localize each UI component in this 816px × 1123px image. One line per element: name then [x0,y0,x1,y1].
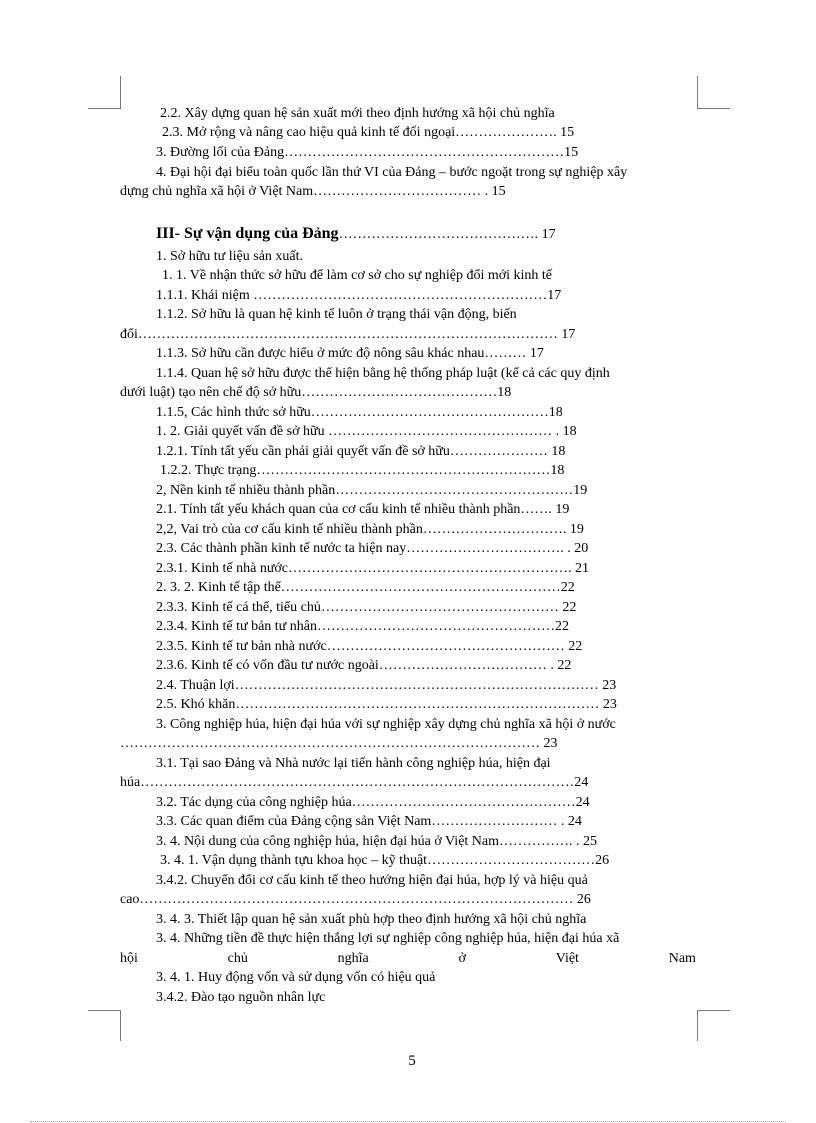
toc-line: 2.3.5. Kinh tế tư bản nhà nước…………………………………………… 22 [156,639,583,654]
toc-line: 1.2.2. Thực trạng………………………………………………………18 [160,463,565,478]
toc-line-justified [120,949,696,968]
toc-line: 2.3. Các thành phần kinh tế nước ta hiện nay……………………………. . 20 [156,541,589,556]
page-bottom-divider [30,1121,786,1122]
toc-line: ……………………………………………………………………………… 23 [120,736,558,751]
toc-line: 3. Công nghiệp húa, hiện đại húa với sự nghiệp xây dựng chủ nghĩa xã hội ở nước [156,717,616,732]
toc-line: 1.1.5, Các hình thức sở hữu……………………………………………18 [156,405,563,420]
toc-word: nghĩa [337,951,369,966]
toc-line: 3.4.2. Chuyển đổi cơ cấu kinh tế theo hướng hiện đại húa, hợp lý và hiệu quả [156,873,588,888]
toc-line: 2, Nền kinh tế nhiều thành phần……………………………………………19 [156,483,588,498]
corner-mark-top-left [88,76,121,109]
toc-line: 3. 4. Nội dung của công nghiệp húa, hiện đại húa ở Việt Nam……………. . 25 [156,834,598,849]
toc-line: 3. 4. 1. Vận dụng thành tựu khoa học – kỹ thuật………………………………26 [160,853,610,868]
toc-line: 3.4.2. Đào tạo nguồn nhân lực [156,990,326,1005]
toc-line: dưới luật) tạo nên chế độ sở hữu……………………………………18 [120,385,512,400]
toc-line: 2.1. Tính tất yếu khách quan của cơ cấu kinh tế nhiều thành phần……. 19 [156,502,570,517]
toc-line: 2.2. Xây dựng quan hệ sản xuất mới theo định hướng xã hội chủ nghĩa [160,106,555,121]
toc-line: 4. Đại hội đại biểu toàn quốc lần thứ VI của Đảng – bước ngoặt trong sự nghiệp xây [156,165,628,180]
toc-line: 3.3. Các quan điểm của Đảng cộng sản Việt Nam……………………… . 24 [156,814,582,829]
toc-line: 2.3.1. Kinh tế nhà nước……………………………………………………. 21 [156,561,590,576]
toc-line: 1.1.1. Khái niệm ………………………………………………………17 [156,288,562,303]
toc-line: 2.4. Thuận lợi…………………………………………………………………… 23 [156,678,617,693]
toc-line: 1.2.1. Tính tất yếu cần phải giải quyết vấn đề sở hữu………………… 18 [156,444,566,459]
toc-line: dựng chủ nghĩa xã hội ở Việt Nam……………………………… . 15 [120,184,506,199]
toc-line: 3.2. Tác dụng của công nghiệp húa…………………………………………24 [156,795,590,810]
toc-word: Nam [668,951,696,966]
corner-mark-top-right [697,76,730,109]
toc-word: chủ [227,951,248,966]
toc-line: 3. Đường lối của Đảng……………………………………………………15 [156,145,579,160]
toc-line: 1.1.3. Sở hữu cần được hiểu ở mức độ nông sâu khác nhau……… 17 [156,346,544,361]
section-heading [156,224,556,244]
toc-line: 1.1.2. Sở hữu là quan hệ kinh tế luôn ở trạng thái vận động, biến [156,307,517,322]
toc-line: húa…………………………………………………………………………………24 [120,775,589,790]
toc-line: 3. 4. 1. Huy động vốn và sử dụng vốn có hiệu quả [156,970,436,985]
toc-line: 2.3. Mở rộng và nâng cao hiệu quả kinh tế đối ngoại…………………. 15 [162,125,575,140]
toc-line: 2.3.6. Kinh tế có vốn đầu tư nước ngoài……………………………… . 22 [156,658,572,673]
toc-line: 3.1. Tại sao Đảng và Nhà nước lại tiến hành công nghiệp húa, hiện đại [156,756,551,771]
toc-line: 2.5. Khó khăn…………………………………………………………………… 23 [156,697,617,712]
page-number: 5 [408,1053,416,1069]
toc-line: 3. 4. 3. Thiết lập quan hệ sản xuất phù hợp theo định hướng xã hội chủ nghĩa [156,912,587,927]
toc-line: 2.3.3. Kinh tế cá thể, tiểu chủ…………………………………………… 22 [156,600,577,615]
toc-line: 3. 4. Những tiền đề thực hiện thắng lợi sự nghiệp công nghiệp húa, hiện đại húa xã [156,931,620,946]
toc-line: 1. 1. Về nhận thức sở hữu để làm cơ sở cho sự nghiệp đổi mới kinh tế [162,268,553,283]
toc-line: 1. 2. Giải quyết vấn đề sở hữu ………………………………………… . 18 [156,424,577,439]
toc-word: ở [458,951,466,966]
toc-line: cao………………………………………………………………………………… 26 [120,892,591,907]
section-heading-leader: ……………………………………. 17 [338,227,556,242]
toc-line: 1.1.4. Quan hệ sở hữu được thể hiện bằng hệ thống pháp luật (kể cả các quy định [156,366,610,381]
section-heading-text: III- Sự vận dụng của Đảng [156,225,339,242]
toc-line: 1. Sở hữu tư liệu sản xuất. [156,249,304,264]
toc-line: 2,2, Vai trò của cơ cấu kinh tế nhiều thành phần…………………………. 19 [156,522,584,537]
corner-mark-bottom-right [697,1010,730,1041]
toc-word: Việt [555,951,579,966]
toc-word: hội [120,951,138,966]
toc-line: 2.3.4. Kinh tế tư bản tư nhân……………………………………………22 [156,619,569,634]
corner-mark-bottom-left [88,1010,121,1041]
toc-line: đổi……………………………………………………………………………… 17 [120,327,576,342]
toc-line: 2. 3. 2. Kinh tế tập thể……………………………………………………22 [156,580,575,595]
